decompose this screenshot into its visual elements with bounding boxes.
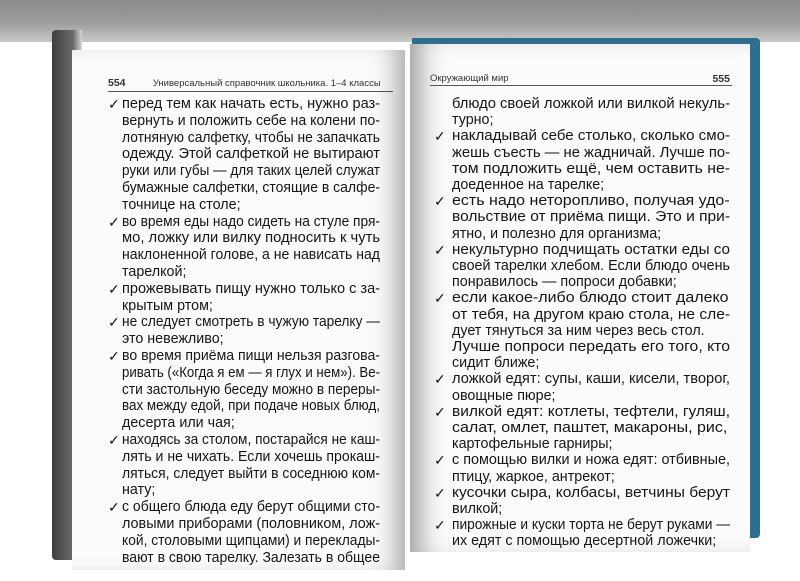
checkmark-icon: ✓	[434, 193, 446, 210]
text-line: вают в свою тарелку. Залезать в общее	[122, 549, 380, 566]
scanner-background	[0, 0, 800, 42]
text-line: ривать («Когда я ем — я глух и нем»). Ве-	[122, 364, 380, 381]
right-header-rule	[430, 85, 732, 86]
text-line: прожевывать пищу нужно только с за-	[122, 280, 380, 297]
left-page-header	[108, 77, 381, 89]
text-line: лотняную салфетку, чтобы не запачкать	[122, 129, 380, 146]
text-line: десерта или чая;	[122, 415, 235, 432]
checkmark-icon: ✓	[108, 213, 120, 230]
text-line: том подложить ещё, чем оставить не-	[452, 160, 730, 177]
text-line: руки или губы — для таких целей служат	[122, 163, 380, 180]
text-line: овощные пюре;	[452, 387, 556, 404]
right-page-number-box	[712, 73, 730, 85]
text-line: наклоненной голове, а не нависать над	[122, 247, 380, 264]
text-line: пирожные и куски торта не берут руками —	[452, 517, 730, 534]
text-line: находясь за столом, постарайся не каш-	[122, 432, 380, 448]
text-line: дует тянуться за ним через весь стол.	[452, 322, 705, 339]
right-page-number: 555	[712, 73, 730, 85]
text-line: кой, столовыми щипцами) и переклады-	[122, 532, 380, 549]
text-line: птицу, жаркое, антрекот;	[452, 468, 615, 485]
checkmark-icon: ✓	[108, 348, 120, 364]
text-line: мо, ложку или вилку подносить к чуть	[122, 230, 380, 247]
text-line: крытым ртом;	[122, 297, 213, 314]
checkmark-icon: ✓	[108, 432, 120, 448]
text-line: доеденное на тарелке;	[452, 177, 605, 193]
text-line: перед тем как начать есть, нужно раз-	[122, 96, 380, 112]
checkmark-icon: ✓	[434, 517, 446, 534]
text-line: блюдо своей ложкой или вилкой некуль-	[452, 96, 730, 112]
text-line: во время еды надо сидеть на стуле пря-	[122, 213, 380, 230]
text-line: жешь съесть — не жадничай. Лучше по-	[452, 144, 730, 161]
text-line: ловыми приборами (половником, лож-	[122, 516, 380, 532]
text-line: не следует смотреть в чужую тарелку —	[122, 314, 380, 331]
text-line: понравилось — попроси добавки;	[452, 274, 677, 291]
text-line: ятно, и полезно для организма;	[452, 225, 662, 242]
text-line: сидит ближе;	[452, 355, 540, 372]
checkmark-icon: ✓	[434, 128, 446, 145]
left-page	[72, 50, 405, 570]
checkmark-icon: ✓	[434, 371, 446, 388]
left-page-number: 554	[108, 77, 126, 89]
checkmark-icon: ✓	[434, 484, 446, 501]
text-line: накладывай себе столько, сколько смо-	[452, 128, 730, 145]
checkmark-icon: ✓	[108, 314, 120, 331]
checkmark-icon: ✓	[108, 280, 120, 297]
text-line: своей тарелки хлебом. Если блюдо очень	[452, 258, 730, 274]
right-running-head: Окружающий мир	[430, 73, 509, 84]
text-line: вернуть и положить себе на колени по-	[122, 112, 380, 129]
right-page	[410, 44, 750, 552]
text-line: вилкой едят: котлеты, тефтели, гуляш,	[452, 403, 730, 420]
text-line: от тебя, на другом краю стола, не сле-	[452, 306, 730, 323]
checkmark-icon: ✓	[434, 241, 446, 258]
text-line: турно;	[452, 112, 494, 129]
text-line: вах между едой, при подаче новых блюд,	[122, 398, 380, 415]
text-line: во время приёма пищи нельзя разгова-	[122, 348, 380, 364]
text-line: с общего блюда еду берут общими сто-	[122, 499, 380, 516]
left-running-head: Универсальный справочник школьника. 1–4 классы	[152, 78, 381, 89]
text-line: картофельные гарниры;	[452, 436, 613, 453]
text-line: бумажные салфетки, стоящие в салфе-	[122, 180, 380, 196]
text-line: кусочки сыра, колбасы, ветчины берут	[452, 484, 730, 501]
text-line: если какое-либо блюдо стоит далеко	[452, 290, 729, 307]
checkmark-icon: ✓	[434, 452, 446, 469]
left-header-rule	[108, 91, 393, 92]
text-line: Лучше попроси передать его того, кто	[452, 339, 730, 355]
text-line: тарелкой;	[122, 264, 187, 280]
text-line: это невежливо;	[122, 331, 224, 348]
text-line: ложкой едят: супы, каши, кисели, творог,	[452, 371, 730, 388]
text-line: салат, омлет, паштет, макароны, рис,	[452, 420, 728, 436]
text-line: одежду. Этой салфеткой не вытирают	[122, 146, 380, 163]
text-line: нату;	[122, 482, 156, 499]
right-page-text	[410, 96, 750, 552]
text-line: лять и не чихать. Если хочешь прокаш-	[122, 448, 380, 465]
text-line: сти застольную беседу можно в переры-	[122, 381, 380, 398]
text-line: с помощью вилки и ножа едят: отбивные,	[452, 452, 730, 469]
left-page-text	[72, 96, 405, 566]
checkmark-icon: ✓	[108, 499, 120, 516]
checkmark-icon: ✓	[434, 403, 446, 420]
text-line: есть надо неторопливо, получая удо-	[452, 193, 730, 210]
text-line: некультурно подчищать остатки еды со	[452, 241, 730, 258]
checkmark-icon: ✓	[108, 96, 120, 112]
checkmark-icon: ✓	[434, 290, 446, 307]
text-line: вольствие от приёма пищи. Это и при-	[452, 209, 730, 226]
text-line: вилкой;	[452, 501, 503, 517]
text-line: ляться, следует выйти в соседнюю ком-	[122, 465, 380, 482]
text-line: их едят с помощью десертной ложечки;	[452, 533, 717, 550]
text-line: точнице на столе;	[122, 196, 241, 213]
right-page-header	[430, 73, 509, 84]
